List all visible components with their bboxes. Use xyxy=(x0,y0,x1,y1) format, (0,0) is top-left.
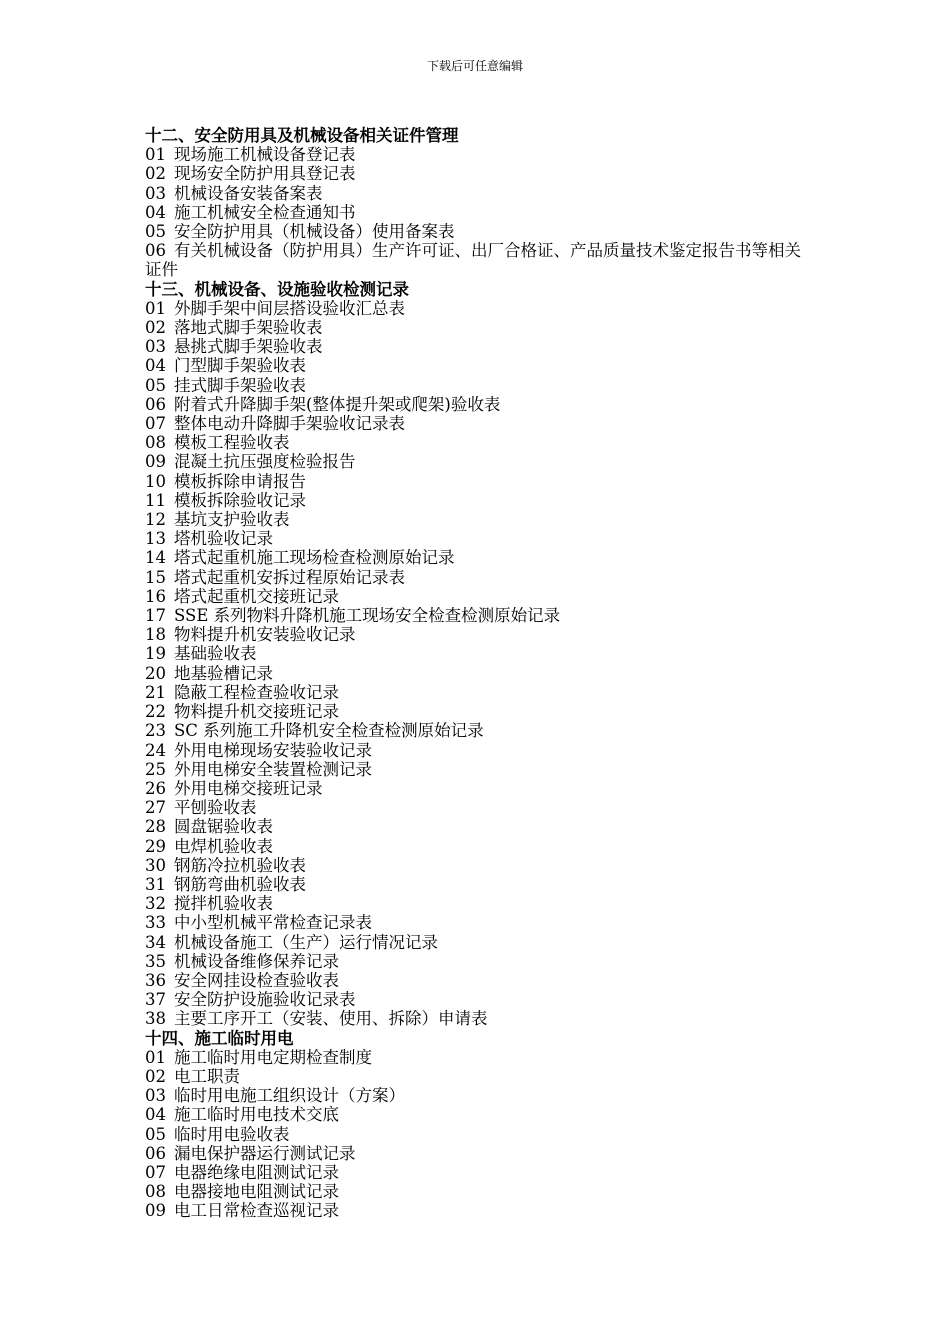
list-item xyxy=(145,990,815,1009)
item-text: 外用电梯安全装置检测记录 xyxy=(174,759,372,779)
list-item xyxy=(145,1086,815,1105)
item-number: 09 xyxy=(145,452,166,472)
list-item xyxy=(145,395,815,414)
item-text: 模板拆除验收记录 xyxy=(174,490,306,510)
list-item xyxy=(145,606,815,625)
list-item xyxy=(145,548,815,567)
item-text: 平刨验收表 xyxy=(174,798,257,818)
item-text: 塔式起重机交接班记录 xyxy=(174,586,339,606)
item-number: 36 xyxy=(145,970,166,990)
list-item xyxy=(145,702,815,721)
item-text: 电器接地电阻测试记录 xyxy=(174,1182,339,1202)
item-number: 03 xyxy=(145,337,166,357)
item-text: 附着式升降脚手架(整体提升架或爬架)验收表 xyxy=(174,394,501,414)
list-item xyxy=(145,664,815,683)
item-number: 15 xyxy=(145,567,166,587)
item-number: 11 xyxy=(145,490,166,510)
item-number: 16 xyxy=(145,586,166,606)
list-item xyxy=(145,760,815,779)
item-text: 搅拌机验收表 xyxy=(174,894,273,914)
list-item xyxy=(145,933,815,952)
item-text: 电焊机验收表 xyxy=(174,836,273,856)
item-number: 14 xyxy=(145,548,166,568)
item-number: 17 xyxy=(145,606,166,626)
item-text: 混凝土抗压强度检验报告 xyxy=(174,452,356,472)
page-header: 下载后可任意编辑 xyxy=(426,59,523,73)
section-block xyxy=(145,280,815,1029)
list-item xyxy=(145,568,815,587)
list-item xyxy=(145,721,815,740)
list-item xyxy=(145,1105,815,1124)
item-number: 30 xyxy=(145,855,166,875)
list-item xyxy=(145,203,815,222)
list-item xyxy=(145,145,815,164)
list-item xyxy=(145,510,815,529)
item-number: 12 xyxy=(145,510,166,530)
item-text: 安全防护设施验收记录表 xyxy=(174,990,356,1010)
item-number: 20 xyxy=(145,663,166,683)
item-number: 01 xyxy=(145,1047,166,1067)
item-number: 31 xyxy=(145,874,166,894)
item-text: 现场安全防护用具登记表 xyxy=(174,164,356,184)
item-text: 中小型机械平常检查记录表 xyxy=(174,913,372,933)
item-text: 悬挑式脚手架验收表 xyxy=(174,337,323,357)
item-number: 04 xyxy=(145,202,166,222)
item-number: 22 xyxy=(145,702,166,722)
list-item xyxy=(145,683,815,702)
item-text: 施工机械安全检查通知书 xyxy=(174,202,356,222)
item-number: 06 xyxy=(145,241,166,261)
list-item xyxy=(145,1182,815,1201)
item-text: 物料提升机安装验收记录 xyxy=(174,625,356,645)
item-text: 钢筋弯曲机验收表 xyxy=(174,874,306,894)
item-text: 机械设备维修保养记录 xyxy=(174,951,339,971)
item-number: 09 xyxy=(145,1201,166,1221)
item-number: 06 xyxy=(145,394,166,414)
item-text: 塔式起重机安拆过程原始记录表 xyxy=(174,567,405,587)
list-item xyxy=(145,164,815,183)
list-item xyxy=(145,337,815,356)
item-text: SSE 系列物料升降机施工现场安全检查检测原始记录 xyxy=(174,606,561,626)
item-text: 安全防护用具（机械设备）使用备案表 xyxy=(174,222,455,242)
item-text: 施工临时用电定期检查制度 xyxy=(174,1047,372,1067)
item-number: 32 xyxy=(145,894,166,914)
item-number: 10 xyxy=(145,471,166,491)
item-number: 02 xyxy=(145,318,166,338)
item-number: 01 xyxy=(145,145,166,165)
item-text: 外脚手架中间层搭设验收汇总表 xyxy=(174,298,405,318)
item-number: 23 xyxy=(145,721,166,741)
item-number: 07 xyxy=(145,414,166,434)
item-text: 模板拆除申请报告 xyxy=(174,471,306,491)
item-text: 外用电梯交接班记录 xyxy=(174,778,323,798)
item-text: 安全网挂设检查验收表 xyxy=(174,970,339,990)
item-text: 电工职责 xyxy=(174,1066,240,1086)
list-item xyxy=(145,644,815,663)
list-item xyxy=(145,1163,815,1182)
section-title: 十三、机械设备、设施验收检测记录 xyxy=(145,279,409,299)
list-item xyxy=(145,779,815,798)
list-item xyxy=(145,1009,815,1028)
item-number: 26 xyxy=(145,778,166,798)
list-item xyxy=(145,952,815,971)
item-number: 13 xyxy=(145,529,166,549)
item-number: 25 xyxy=(145,759,166,779)
list-item xyxy=(145,1144,815,1163)
section-title: 十四、施工临时用电 xyxy=(145,1028,294,1048)
item-text: 塔式起重机施工现场检查检测原始记录 xyxy=(174,548,455,568)
item-number: 04 xyxy=(145,1105,166,1125)
item-number: 02 xyxy=(145,164,166,184)
item-number: 05 xyxy=(145,375,166,395)
item-text: 地基验槽记录 xyxy=(174,663,273,683)
section-block xyxy=(145,126,815,280)
item-number: 37 xyxy=(145,990,166,1010)
list-item xyxy=(145,529,815,548)
list-item xyxy=(145,625,815,644)
list-item xyxy=(145,491,815,510)
list-item xyxy=(145,222,815,241)
item-number: 02 xyxy=(145,1066,166,1086)
item-text: 挂式脚手架验收表 xyxy=(174,375,306,395)
item-text: 基础验收表 xyxy=(174,644,257,664)
item-number: 04 xyxy=(145,356,166,376)
item-text: 模板工程验收表 xyxy=(174,433,290,453)
item-text: 漏电保护器运行测试记录 xyxy=(174,1143,356,1163)
item-text: 基坑支护验收表 xyxy=(174,510,290,530)
item-number: 01 xyxy=(145,298,166,318)
item-text: SC 系列施工升降机安全检查检测原始记录 xyxy=(174,721,484,741)
list-item xyxy=(145,913,815,932)
list-item xyxy=(145,1048,815,1067)
section-list xyxy=(145,126,815,1221)
list-item xyxy=(145,817,815,836)
item-text: 主要工序开工（安装、使用、拆除）申请表 xyxy=(174,1009,488,1029)
item-number: 29 xyxy=(145,836,166,856)
list-item xyxy=(145,741,815,760)
document-body xyxy=(145,126,815,1221)
list-item xyxy=(145,376,815,395)
list-item xyxy=(145,971,815,990)
item-number: 35 xyxy=(145,951,166,971)
list-item xyxy=(145,894,815,913)
item-number: 27 xyxy=(145,798,166,818)
item-text: 临时用电施工组织设计（方案） xyxy=(174,1086,405,1106)
item-text: 圆盘锯验收表 xyxy=(174,817,273,837)
item-number: 08 xyxy=(145,433,166,453)
item-text: 整体电动升降脚手架验收记录表 xyxy=(174,414,405,434)
item-text: 落地式脚手架验收表 xyxy=(174,318,323,338)
list-item xyxy=(145,1067,815,1086)
section-block xyxy=(145,1029,815,1221)
list-item xyxy=(145,433,815,452)
list-item xyxy=(145,184,815,203)
item-number: 38 xyxy=(145,1009,166,1029)
list-item xyxy=(145,472,815,491)
item-text: 隐蔽工程检查验收记录 xyxy=(174,682,339,702)
list-item xyxy=(145,1125,815,1144)
item-number: 33 xyxy=(145,913,166,933)
item-number: 24 xyxy=(145,740,166,760)
item-number: 03 xyxy=(145,183,166,203)
item-number: 05 xyxy=(145,222,166,242)
item-text: 施工临时用电技术交底 xyxy=(174,1105,339,1125)
item-text: 物料提升机交接班记录 xyxy=(174,702,339,722)
list-item xyxy=(145,875,815,894)
item-text: 电工日常检查巡视记录 xyxy=(174,1201,339,1221)
list-item xyxy=(145,1201,815,1220)
item-text: 塔机验收记录 xyxy=(174,529,273,549)
list-item xyxy=(145,318,815,337)
list-item xyxy=(145,356,815,375)
item-number: 05 xyxy=(145,1124,166,1144)
item-text: 外用电梯现场安装验收记录 xyxy=(174,740,372,760)
list-item xyxy=(145,798,815,817)
item-text: 现场施工机械设备登记表 xyxy=(174,145,356,165)
item-number: 34 xyxy=(145,932,166,952)
item-text: 机械设备安装备案表 xyxy=(174,183,323,203)
section-title: 十二、安全防用具及机械设备相关证件管理 xyxy=(145,126,459,145)
item-number: 07 xyxy=(145,1162,166,1182)
list-item xyxy=(145,299,815,318)
list-item xyxy=(145,587,815,606)
item-number: 03 xyxy=(145,1086,166,1106)
list-item xyxy=(145,241,815,279)
item-text: 电器绝缘电阻测试记录 xyxy=(174,1162,339,1182)
list-item xyxy=(145,452,815,471)
item-text: 机械设备施工（生产）运行情况记录 xyxy=(174,932,438,952)
list-item xyxy=(145,856,815,875)
item-text: 门型脚手架验收表 xyxy=(174,356,306,376)
item-number: 08 xyxy=(145,1182,166,1202)
item-text: 钢筋冷拉机验收表 xyxy=(174,855,306,875)
item-number: 28 xyxy=(145,817,166,837)
item-number: 19 xyxy=(145,644,166,664)
item-text: 临时用电验收表 xyxy=(174,1124,290,1144)
list-item xyxy=(145,414,815,433)
list-item xyxy=(145,837,815,856)
item-text: 有关机械设备（防护用具）生产许可证、出厂合格证、产品质量技术鉴定报告书等相关证件 xyxy=(145,241,801,280)
item-number: 06 xyxy=(145,1143,166,1163)
item-number: 18 xyxy=(145,625,166,645)
item-number: 21 xyxy=(145,682,166,702)
